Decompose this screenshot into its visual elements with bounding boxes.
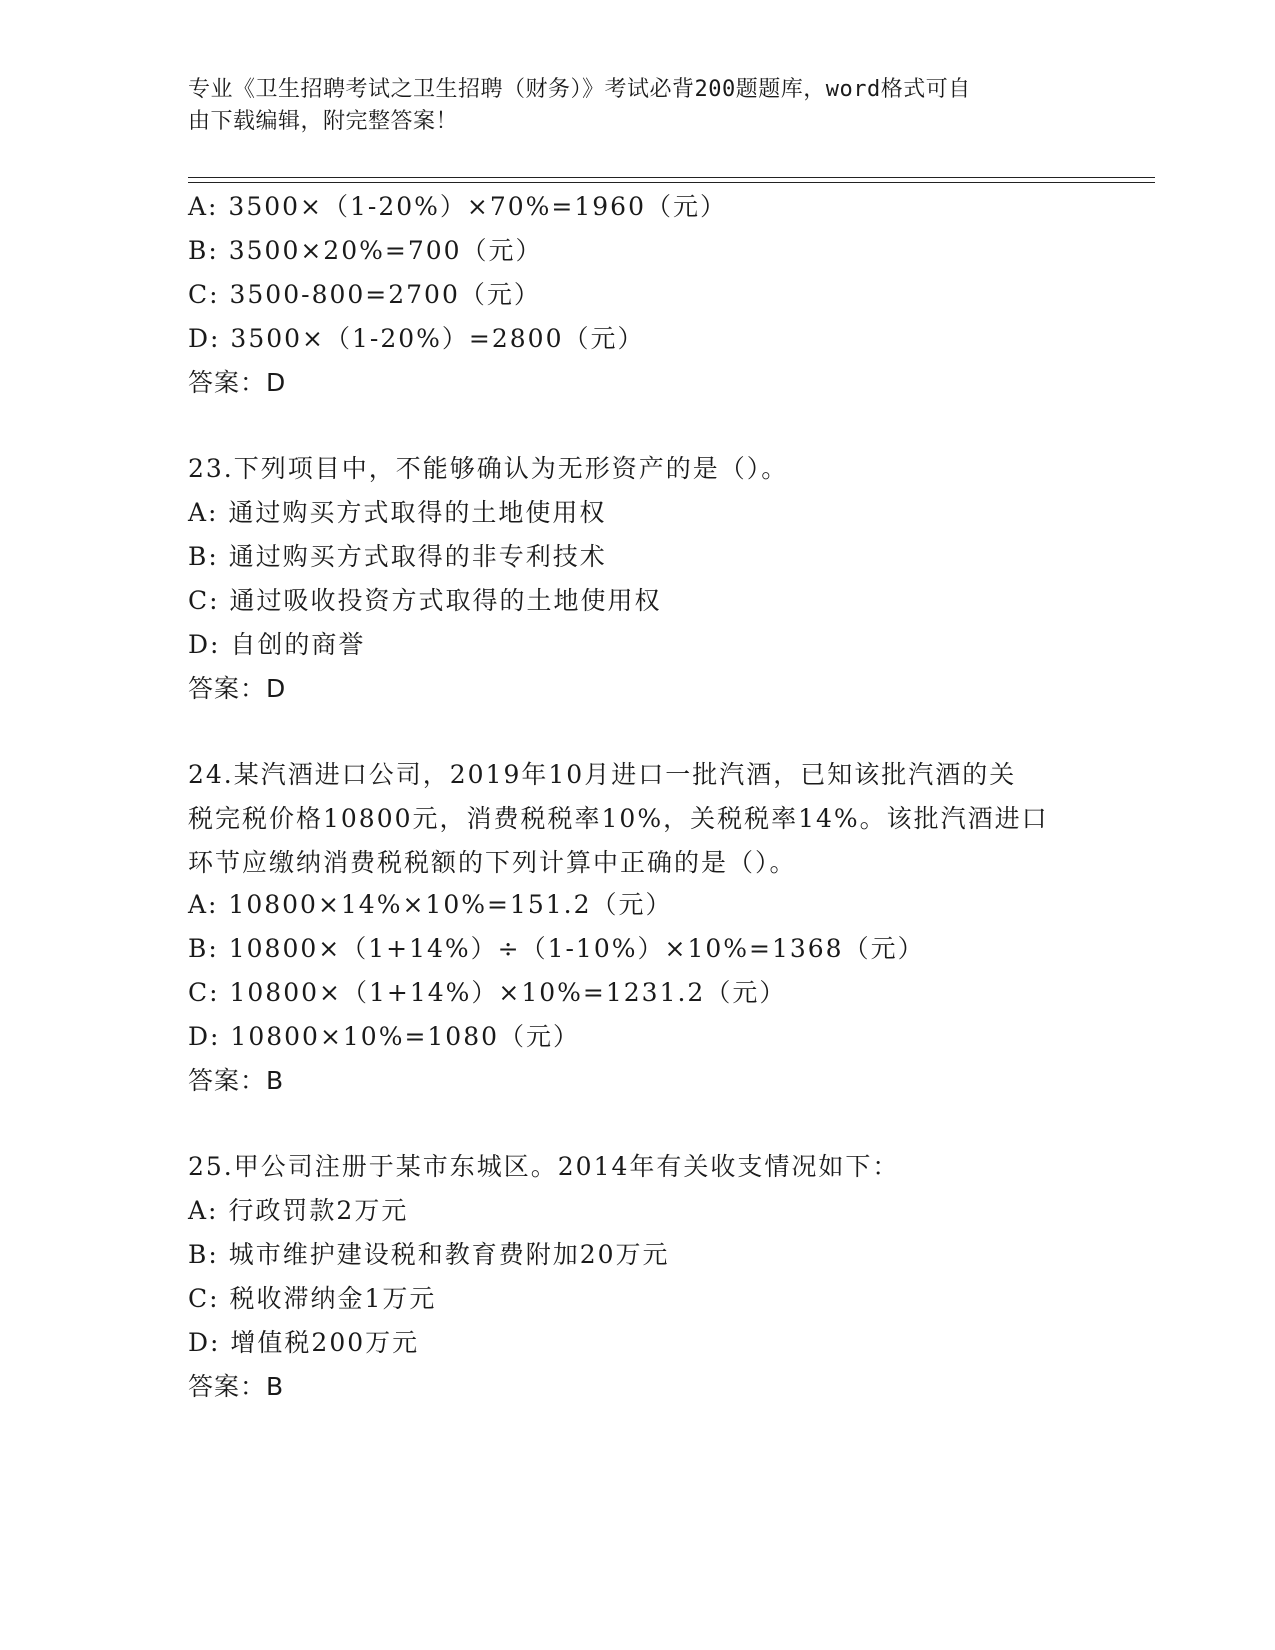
answer: 答案：B (188, 1066, 285, 1095)
question-text-line-2: 税完税价格10800元，消费税税率10%，关税税率14%。该批汽酒进口 (188, 804, 1049, 833)
option-b: B: 城市维护建设税和教育费附加20万元 (188, 1240, 670, 1269)
option-a: A: 10800×14%×10%=151.2（元） (188, 890, 673, 919)
answer: 答案：B (188, 1372, 285, 1401)
option-a: A: 3500×（1-20%）×70%=1960（元） (188, 192, 727, 221)
header-line-2: 由下载编辑，附完整答案！ (188, 109, 459, 134)
option-d: D: 增值税200万元 (188, 1328, 420, 1357)
option-b: B: 通过购买方式取得的非专利技术 (188, 542, 607, 571)
option-a: A: 通过购买方式取得的土地使用权 (188, 498, 607, 527)
option-d: D: 3500×（1-20%）=2800（元） (188, 324, 645, 353)
option-c: C: 税收滞纳金1万元 (188, 1284, 437, 1313)
option-b: B: 3500×20%=700（元） (188, 236, 543, 265)
question-text-line-3: 环节应缴纳消费税税额的下列计算中正确的是（）。 (188, 848, 797, 877)
option-d: D: 自创的商誉 (188, 630, 366, 659)
document-header (188, 74, 1078, 138)
header-rule-bottom (188, 182, 1155, 183)
option-c: C: 通过吸收投资方式取得的土地使用权 (188, 586, 662, 615)
answer: 答案：D (188, 674, 287, 703)
question-text: 25.甲公司注册于某市东城区。2014年有关收支情况如下： (188, 1152, 900, 1181)
question-text: 23.下列项目中，不能够确认为无形资产的是（）。 (188, 454, 789, 483)
option-c: C: 3500-800=2700（元） (188, 280, 541, 309)
option-a: A: 行政罚款2万元 (188, 1196, 409, 1225)
option-d: D: 10800×10%=1080（元） (188, 1022, 581, 1051)
answer: 答案：D (188, 368, 287, 397)
question-text-line-1: 24.某汽酒进口公司，2019年10月进口一批汽酒，已知该批汽酒的关 (188, 760, 1017, 789)
option-b: B: 10800×（1+14%）÷（1-10%）×10%=1368（元） (188, 934, 925, 963)
header-rule-top (188, 177, 1155, 178)
header-line-1: 专业《卫生招聘考试之卫生招聘（财务）》考试必背200题题库，word格式可自 (188, 77, 971, 102)
option-c: C: 10800×（1+14%）×10%=1231.2（元） (188, 978, 787, 1007)
